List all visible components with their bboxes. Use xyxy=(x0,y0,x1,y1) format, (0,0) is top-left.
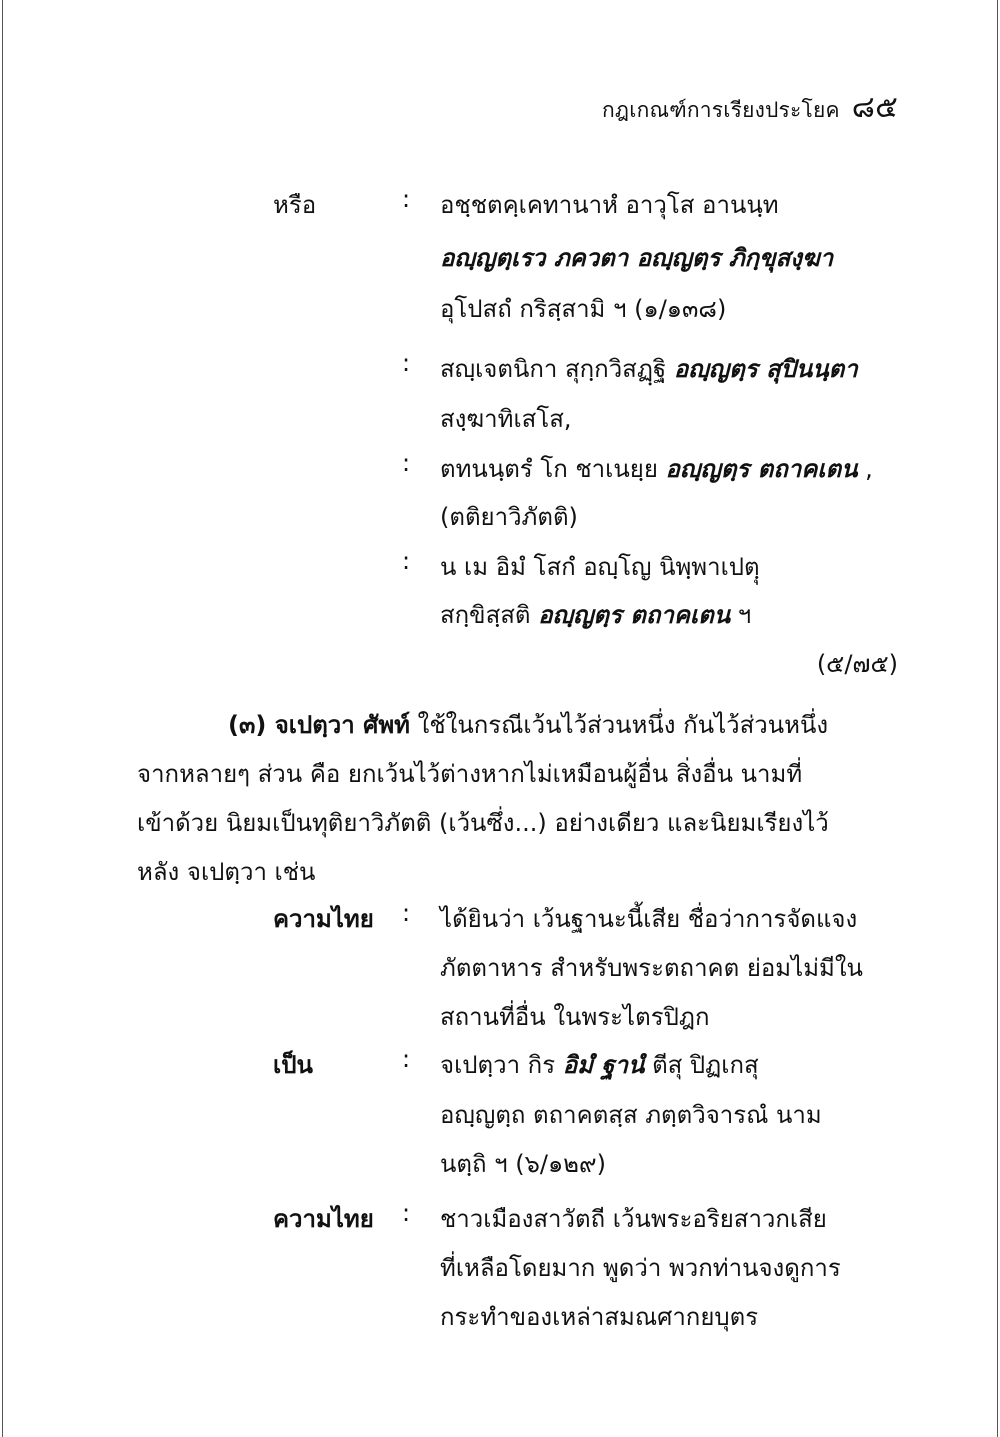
thai-line: สถานที่อื่น ในพระไตรปิฎก xyxy=(440,1003,710,1031)
colon: : xyxy=(402,1199,411,1227)
reference: (๕/๗๕) xyxy=(816,650,898,678)
case-note: (ตติยาวิภัตติ) xyxy=(440,503,578,531)
label-or: หรือ xyxy=(273,191,317,219)
pali-line: สงฺฆาทิเสโส, xyxy=(440,405,572,433)
pali-line xyxy=(440,449,873,488)
colon: : xyxy=(402,1045,411,1073)
pali-text: จเปตฺวา กิร xyxy=(440,1051,563,1079)
label-is: เป็น xyxy=(273,1051,313,1079)
header-title: กฎเกณฑ์การเรียงประโยค xyxy=(602,98,840,122)
pali-text: ฯ xyxy=(730,601,752,629)
paragraph-line xyxy=(228,705,828,744)
thai-line: ได้ยินว่า เว้นฐานะนี้เสีย ชื่อว่าการจัดแจง xyxy=(440,905,858,933)
paragraph-line: จากหลายๆ ส่วน คือ ยกเว้นไว้ต่างหากไม่เหมือนผู้อื่น สิ่งอื่น นามที่ xyxy=(137,760,803,788)
label-thai-meaning: ความไทย xyxy=(273,905,374,933)
paragraph-line: หลัง จเปตฺวา เช่น xyxy=(137,858,316,886)
pali-line: อชฺชตคฺเคทานาหํ อาวุโส อานนฺท xyxy=(440,191,779,219)
pali-line-bold: อญฺญตฺเรว ภควตา อญฺญตฺร ภิกฺขุสงฺฆา xyxy=(440,244,834,272)
pali-text: ตทนนฺตรํ โก ชาเนยฺย xyxy=(440,455,666,483)
thai-line: ภัตตาหาร สำหรับพระตถาคต ย่อมไม่มีใน xyxy=(440,954,863,982)
running-header xyxy=(602,84,898,131)
pali-line: นตฺถิ ฯ (๖/๑๒๙) xyxy=(440,1150,606,1178)
pali-text-bold: อิมํ ฐานํ xyxy=(562,1051,645,1079)
colon: : xyxy=(402,547,411,575)
pali-text-bold: อญฺญตฺร สุปินนฺตา xyxy=(673,355,858,383)
colon: : xyxy=(402,349,411,377)
pali-text: ตีสุ ปิฏเกสุ xyxy=(644,1051,759,1079)
pali-line xyxy=(440,1045,759,1084)
colon: : xyxy=(402,899,411,927)
pali-line xyxy=(440,595,751,634)
paragraph-line: เข้าด้วย นิยมเป็นทุติยาวิภัตติ (เว้นซึ่ง...) อย่างเดียว และนิยมเรียงไว้ xyxy=(137,809,829,837)
pali-line: น เม อิมํ โสกํ อญฺโญ นิพฺพาเปตฺุ xyxy=(440,553,760,581)
thai-line: ชาวเมืองสาวัตถี เว้นพระอริยสาวกเสีย xyxy=(440,1205,827,1233)
pali-text-bold: อญฺญตฺร ตถาคเตน xyxy=(665,455,858,483)
pali-text: , xyxy=(857,455,873,483)
label-thai-meaning: ความไทย xyxy=(273,1205,374,1233)
colon: : xyxy=(402,185,411,213)
pali-text-bold: อญฺญตฺร ตถาคเตน xyxy=(538,601,731,629)
thai-line: กระทำของเหล่าสมณศากยบุตร xyxy=(440,1303,759,1331)
thai-line: ที่เหลือโดยมาก พูดว่า พวกท่านจงดูการ xyxy=(440,1254,841,1282)
paragraph-text: ใช้ในกรณีเว้นไว้ส่วนหนึ่ง กันไว้ส่วนหนึ่ง xyxy=(409,711,829,739)
pali-text: สกฺขิสฺสติ xyxy=(440,601,539,629)
pali-line: อุโปสถํ กริสฺสามิ ฯ (๑/๑๓๘) xyxy=(440,295,727,323)
colon: : xyxy=(402,449,411,477)
pali-text: สญฺเจตนิกา สุกฺกวิสฏฺฐิ xyxy=(440,355,674,383)
pali-line xyxy=(440,349,858,388)
pali-line: อญฺญตฺถ ตถาคตสฺส ภตฺตวิจารณํ นาม xyxy=(440,1101,822,1129)
section-heading: (๓) จเปตฺวา ศัพท์ xyxy=(228,711,410,739)
page-number: ๘๕ xyxy=(851,90,898,125)
